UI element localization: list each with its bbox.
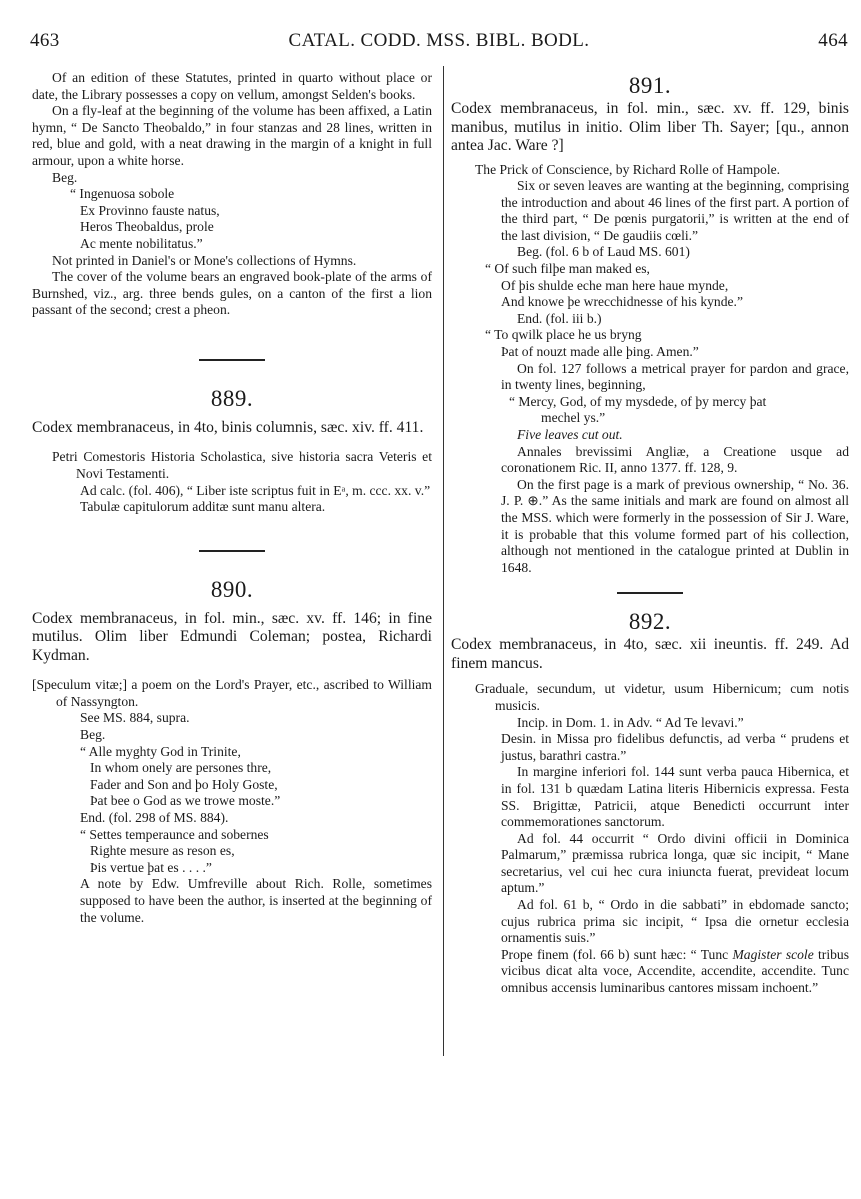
- paragraph: See MS. 884, supra.: [80, 710, 190, 726]
- paragraph: The cover of the volume bears an engraved book-plate of the arms of Burnshed, viz., arg. three bends gules, on a canton of the first a lion passant of the second; crest a pheon.: [32, 269, 432, 318]
- verse-line: Heros Theobaldus, prole: [80, 219, 214, 235]
- column-divider: [443, 66, 444, 1056]
- running-title: CATAL. CODD. MSS. BIBL. BODL.: [288, 30, 590, 51]
- paragraph: On a fly-leaf at the beginning of the volume has been affixed, a Latin hymn, “ De Sancto Theobaldo,” in four stanzas and 28 lines, written in red, blue and gold, with a neat drawing in the margin of a knight in full armour, upon a white horse.: [32, 103, 432, 168]
- paragraph: Ad fol. 44 occurrit “ Ordo divini officii in Dominica Palmarum,” præmissa rubrica longa, quæ sic incipit, “ Mane secretarius, vel cui hec cura iniuncta fuerat, prevideat locum aptum.”: [501, 830, 849, 896]
- beg-label: Beg. (fol. 6 b of Laud MS. 601): [517, 244, 690, 260]
- end-label: End. (fol. 298 of MS. 884).: [80, 810, 229, 826]
- page-number-left: 463: [30, 30, 60, 51]
- ms-number-889: 889.: [210, 385, 254, 411]
- right-column: [451, 70, 849, 997]
- ms-number-892: 892.: [628, 609, 672, 635]
- text-run-italic: Magister scole: [732, 946, 814, 962]
- verse-line: mechel ys.”: [541, 410, 606, 426]
- verse-line: Righte mesure as reson es,: [90, 843, 235, 859]
- beg-label: Beg.: [80, 727, 106, 743]
- end-label: End. (fol. iii b.): [517, 310, 602, 326]
- left-column: [32, 70, 432, 926]
- verse-line: “ Alle myghty God in Trinite,: [80, 743, 241, 759]
- paragraph: Incip. in Dom. 1. in Adv. “ Ad Te levavi.”: [517, 714, 744, 730]
- verse-line: Of þis shulde eche man here haue mynde,: [501, 277, 729, 293]
- paragraph: Ad calc. (fol. 406), “ Liber iste scriptus fuit in Eᵃ, m. ccc. xx. v.”: [80, 482, 431, 498]
- verse-line: Þat of nouzt made alle þing. Amen.”: [501, 344, 699, 360]
- paragraph: Tabulæ capitulorum additæ sunt manu altera.: [80, 499, 326, 515]
- verse-line: “ Mercy, God, of my mysdede, of þy mercy þat: [509, 393, 767, 409]
- verse-line: “ Of such filþe man maked es,: [485, 261, 650, 277]
- verse-line: And knowe þe wrecchidnesse of his kynde.”: [501, 294, 743, 310]
- beg-label: Beg.: [52, 169, 78, 185]
- verse-line: Þis vertue þat es . . . .”: [90, 859, 212, 875]
- verse-line: “ Settes temperaunce and sobernes: [80, 826, 269, 842]
- verse-line: “ To qwilk place he us bryng: [485, 327, 642, 343]
- verse-line: Þat bee o God as we trowe moste.”: [90, 793, 281, 809]
- ms-entry: The Prick of Conscience, by Richard Rolle of Hampole.: [475, 161, 781, 177]
- paragraph: On fol. 127 follows a metrical prayer for pardon and grace, in twenty lines, beginning,: [501, 360, 849, 393]
- text-run: tribus vicibus dicat alta voce, Accendite, accendite, accendite. Tunc omnibus accensis luminaribus cantores missam inchoent.”: [501, 946, 849, 996]
- ms-description: Codex membranaceus, in 4to, sæc. xii ineuntis. ff. 249. Ad finem mancus.: [451, 636, 849, 672]
- running-header: [30, 30, 848, 56]
- verse-line: In whom onely are persones thre,: [90, 760, 272, 776]
- paragraph: [451, 947, 849, 997]
- ms-description: Codex membranaceus, in 4to, binis columnis, sæc. xiv. ff. 411.: [32, 418, 424, 436]
- ms-number-891: 891.: [628, 73, 672, 98]
- verse-line: Fader and Son and þo Holy Goste,: [90, 776, 278, 792]
- ms-entry: [Speculum vitæ;] a poem on the Lord's Prayer, etc., ascribed to William of Nassyngton.: [32, 677, 432, 709]
- paragraph: Six or seven leaves are wanting at the beginning, comprising the introduction and about 46 lines of the first part. A portion of the third part, “ De pœnis purgatorii,” is written at the end of the last division, “ De gaudiis cœli.”: [501, 178, 849, 243]
- ms-entry: Petri Comestoris Historia Scholastica, sive historia sacra Veteris et Novi Testamenti.: [52, 449, 432, 481]
- ms-entry: Graduale, secundum, ut videtur, usum Hibernicum; cum notis musicis.: [475, 681, 849, 713]
- paragraph: Not printed in Daniel's or Mone's collections of Hymns.: [52, 252, 357, 268]
- text-run: Prope finem (fol. 66 b) sunt hæc: “ Tunc: [501, 946, 733, 962]
- paragraph: Ad fol. 61 b, “ Ordo in die sabbati” in ebdomade sancto; cujus rubrica prima sic incipit, “ Ipsa die ornetur ecclesia ornamentis suis.”: [501, 897, 849, 946]
- page-number-right: 464: [818, 30, 848, 51]
- ms-description: Codex membranaceus, in fol. min., sæc. xv. ff. 129, binis manibus, mutilus in initio. Olim liber Th. Sayer; [qu., annon antea Jac. Ware ?]: [451, 100, 849, 154]
- verse-line: Ex Provinno fauste natus,: [80, 202, 220, 218]
- note-italic: Five leaves cut out.: [517, 427, 623, 442]
- paragraph: Desin. in Missa pro fidelibus defunctis, ad verba “ prudens et justus, barathri castra.”: [501, 731, 849, 763]
- ms-number-890: 890.: [210, 576, 254, 602]
- verse-line: Ac mente nobilitatus.”: [80, 235, 203, 251]
- ms-description: Codex membranaceus, in fol. min., sæc. xv. ff. 146; in fine mutilus. Olim liber Edmundi Coleman; postea, Richardi Kydman.: [32, 609, 432, 664]
- paragraph: A note by Edw. Umfreville about Rich. Rolle, sometimes supposed to have been the author, is inserted at the beginning of the volume.: [80, 876, 432, 925]
- paragraph: In margine inferiori fol. 144 sunt verba pauca Hibernica, et in fol. 131 b quædam Latina literis Hibernicis expressa. Festa SS. Brigittæ, Patricii, atque Benedicti occurrunt inter commemorationes sanctorum.: [501, 764, 849, 830]
- paragraph: Of an edition of these Statutes, printed in quarto without place or date, the Library possesses a copy on vellum, amongst Selden's books.: [32, 70, 432, 102]
- paragraph: On the first page is a mark of previous ownership, “ No. 36. J. P. ⊕.” As the same initials and mark are found on almost all the MSS. which were formerly in the possession of Sir J. Ware, it is probable that this volume formed part of his collection, although not mentioned in the catalogue printed at Dublin in 1648.: [501, 476, 849, 575]
- paragraph: Annales brevissimi Angliæ, a Creatione usque ad coronationem Ric. II, anno 1377. ff. 128, 9.: [501, 443, 849, 476]
- verse-line: “ Ingenuosa sobole: [70, 186, 175, 202]
